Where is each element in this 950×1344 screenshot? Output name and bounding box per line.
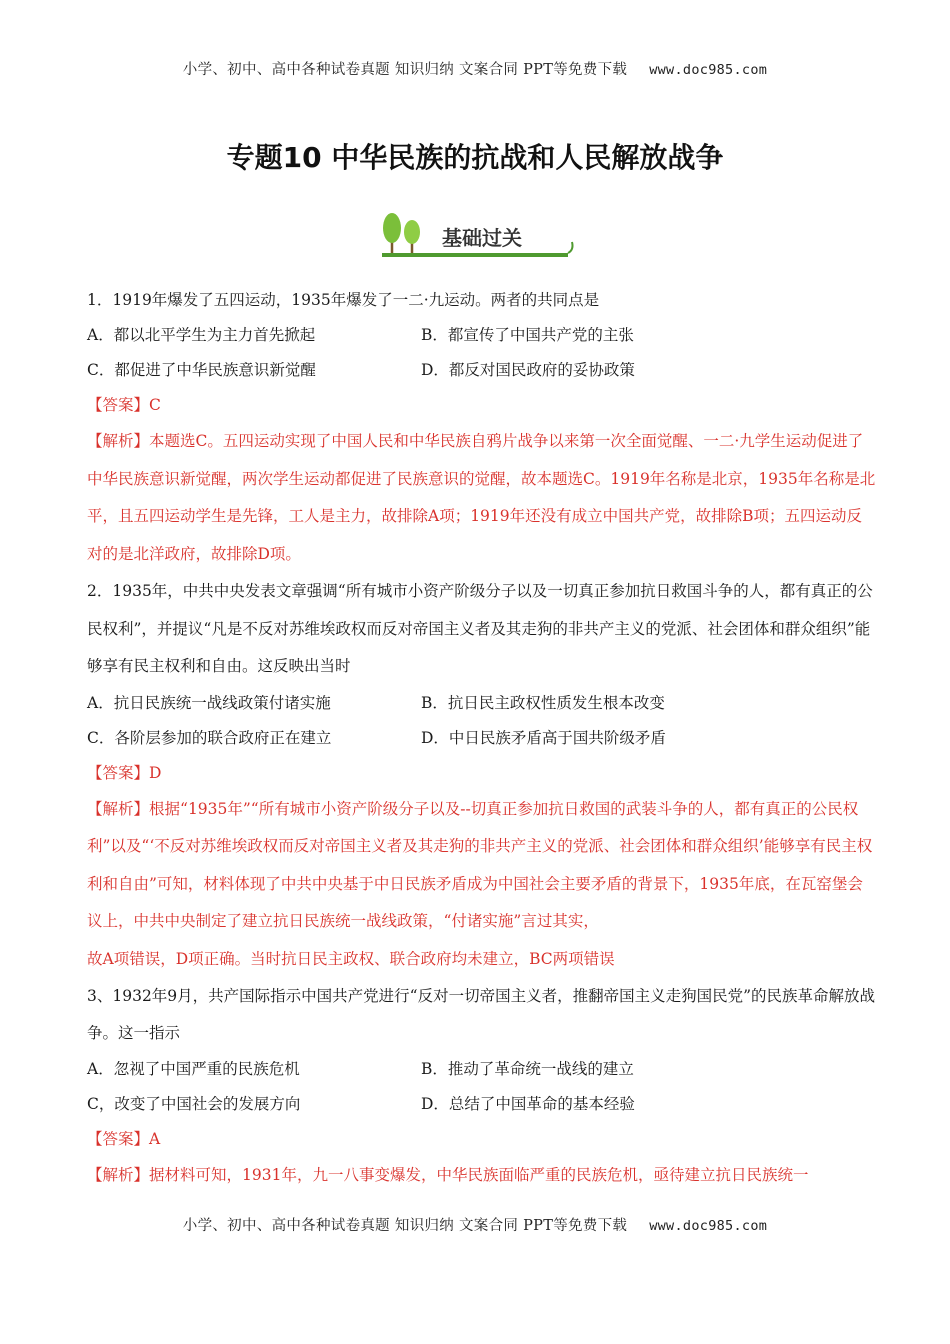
explanation-continued: 故A项错误，D项正确。当时抗日民主政权、联合政府均未建立，BC两项错误 bbox=[87, 949, 615, 968]
footer-text: 小学、初中、高中各种试卷真题 知识归纳 文案合同 PPT等免费下载 bbox=[182, 1218, 628, 1234]
answer-value: D bbox=[149, 763, 162, 782]
answer-line bbox=[87, 1122, 877, 1157]
option: B．抗日民主政权性质发生根本改变 bbox=[421, 693, 665, 712]
question-stem: 3、1932年9月，共产国际指示中国共产党进行“反对一切帝国主义者，推翻帝国主义走狗国民党”的民族革命解放战争。这一指示 bbox=[87, 987, 876, 1042]
option: B．都宣传了中国共产党的主张 bbox=[421, 326, 634, 344]
explanation-tag: 【解析】 bbox=[87, 799, 150, 818]
option-row bbox=[87, 318, 877, 353]
option-row bbox=[87, 353, 877, 388]
page-title: 专题10 中华民族的抗战和人民解放战争 bbox=[226, 141, 724, 174]
explanation bbox=[87, 423, 877, 573]
page-header bbox=[0, 58, 950, 79]
question-stem: 1．1919年爆发了五四运动，1935年爆发了一二·九运动。两者的共同点是 bbox=[87, 291, 600, 309]
answer-line bbox=[87, 388, 877, 423]
answer-line bbox=[87, 756, 877, 791]
answer-tag: 【答案】 bbox=[87, 396, 150, 414]
option: A．抗日民族统一战线政策付诸实施 bbox=[87, 693, 331, 712]
answer-tag: 【答案】 bbox=[87, 763, 150, 782]
explanation bbox=[87, 791, 877, 941]
option-row bbox=[87, 721, 877, 756]
explanation-tag: 【解析】 bbox=[87, 432, 150, 450]
explanation-tag: 【解析】 bbox=[87, 1166, 150, 1184]
option-row bbox=[87, 686, 877, 721]
answer-value: C bbox=[149, 396, 161, 414]
explanation-text: 据材料可知，1931年，九一八事变爆发，中华民族面临严重的民族危机，亟待建立抗日民族统一 bbox=[149, 1166, 809, 1184]
option-row bbox=[87, 1052, 877, 1087]
answer-value: A bbox=[149, 1130, 161, 1148]
option: B．推动了革命统一战线的建立 bbox=[421, 1060, 634, 1078]
explanation bbox=[87, 1157, 877, 1195]
footer-site[interactable]: www.doc985.com bbox=[649, 1218, 768, 1234]
answer-tag: 【答案】 bbox=[87, 1130, 150, 1148]
section-badge bbox=[378, 210, 578, 262]
option: D．总结了中国革命的基本经验 bbox=[421, 1095, 635, 1113]
option: A．都以北平学生为主力首先掀起 bbox=[87, 326, 316, 344]
option-row bbox=[87, 1087, 877, 1122]
header-text: 小学、初中、高中各种试卷真题 知识归纳 文案合同 PPT等免费下载 bbox=[182, 62, 628, 78]
option: A．忽视了中国严重的民族危机 bbox=[87, 1060, 300, 1078]
option: C．各阶层参加的联合政府正在建立 bbox=[87, 728, 332, 747]
header-site[interactable]: www.doc985.com bbox=[649, 62, 768, 78]
explanation-text: 根据“1935年”“所有城市小资产阶级分子以及--切真正参加抗日救国的武装斗争的人，都有真正的公民权利”以及“‘不反对苏维埃政权而反对帝国主义者及其走狗的非共产主义的党派、社会团体和群众组织’能够享有民主权利和自由”可知，材料体现了中共中央基于中日民族矛盾成为中国社会主要矛盾的背景下，1935年底，在瓦窑堡会议上，中共中央制定了建立抗日民族统一战线政策，“付诸实施”言过其实， bbox=[87, 799, 873, 930]
option: C，改变了中国社会的发展方向 bbox=[87, 1095, 301, 1113]
page-footer bbox=[0, 1214, 950, 1235]
question-stem: 2．1935年，中共中央发表文章强调“所有城市小资产阶级分子以及一切真正参加抗日救国斗争的人，都有真正的公民权利”，并提议“凡是不反对苏维埃政权而反对帝国主义者及其走狗的非共产主义的党派、社会团体和群众组织”能够享有民主权利和自由。这反映出当时 bbox=[87, 582, 873, 675]
option: C．都促进了中华民族意识新觉醒 bbox=[87, 361, 316, 379]
badge-label: 基础过关 bbox=[442, 226, 522, 250]
option: D．都反对国民政府的妥协政策 bbox=[421, 361, 635, 379]
question-list bbox=[87, 283, 877, 1195]
option: D．中日民族矛盾高于国共阶级矛盾 bbox=[421, 728, 666, 747]
explanation-text: 本题选C。五四运动实现了中国人民和中华民族自鸦片战争以来第一次全面觉醒、一二·九学生运动促进了中华民族意识新觉醒，两次学生运动都促进了民族意识的觉醒，故本题选C。1919年名称是北京，1935年名称是北平，且五四运动学生是先锋，工人是主力，故排除A项；1919年还没有成立中国共产党，故排除B项；五四运动反对的是北洋政府，故排除D项。 bbox=[87, 432, 876, 563]
